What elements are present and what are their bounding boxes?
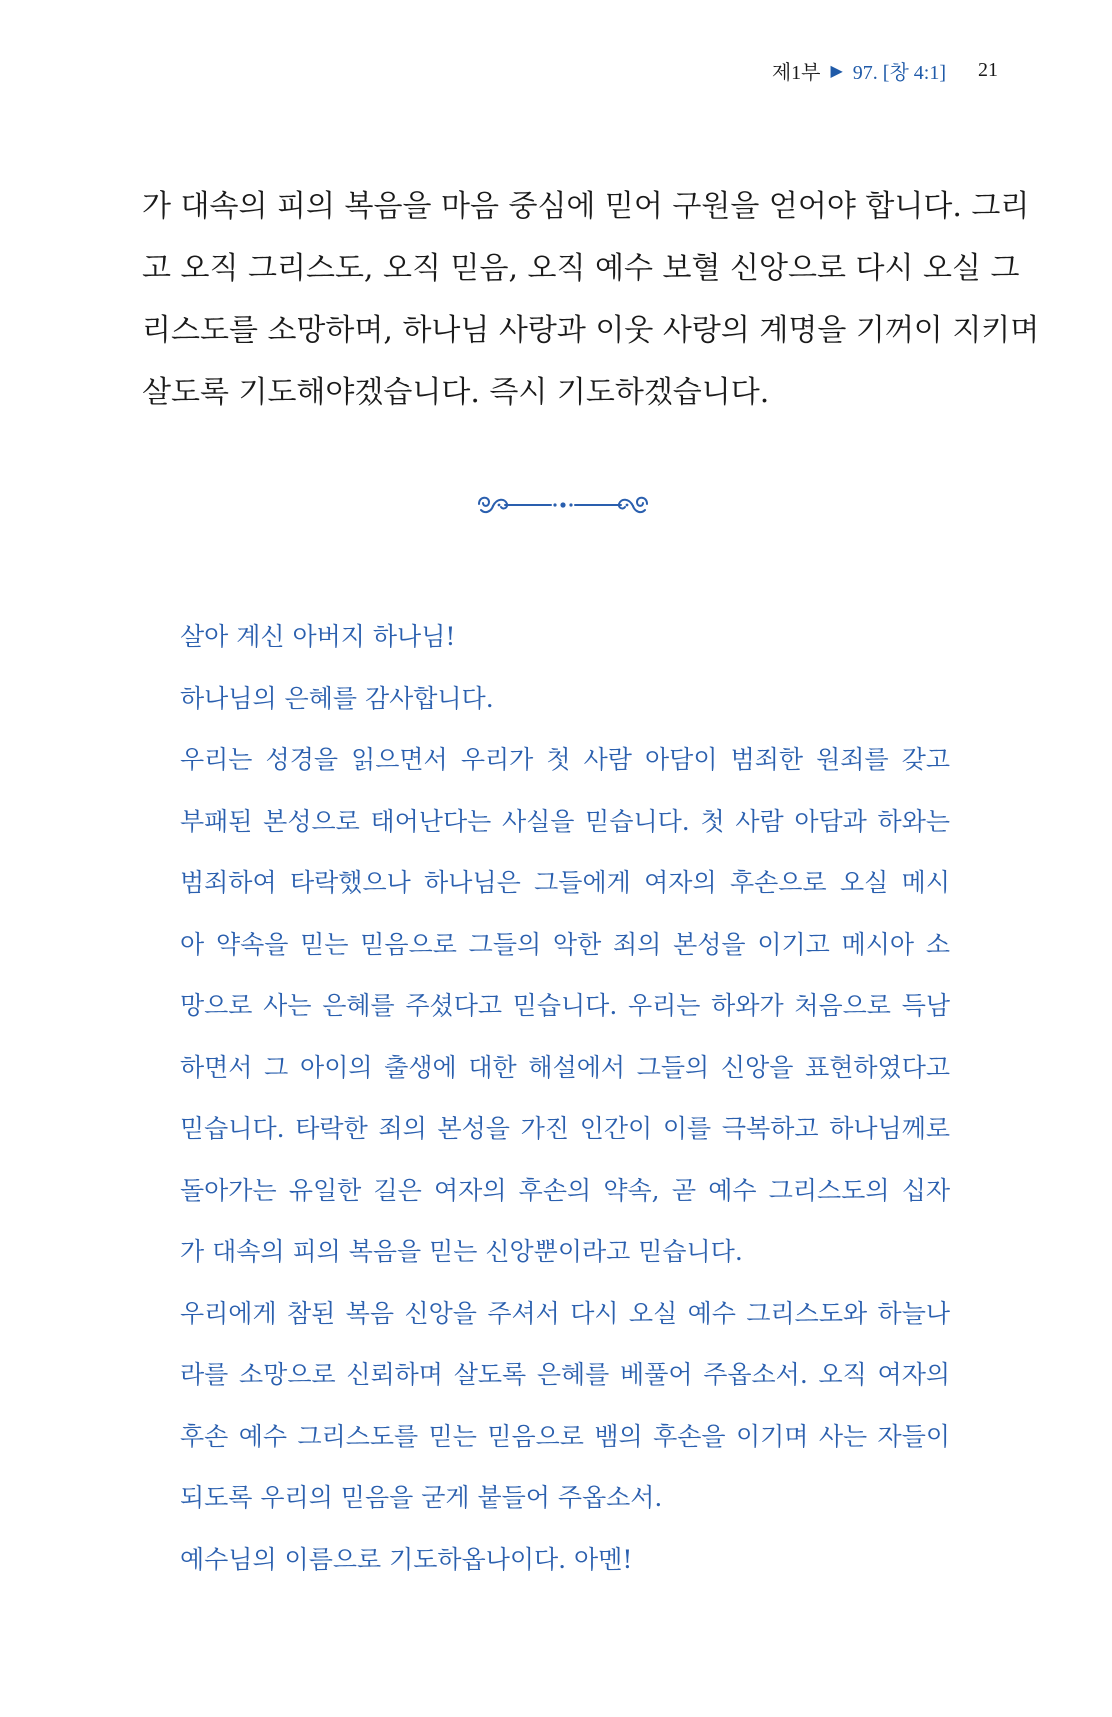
arrow-icon: ▶ — [830, 62, 843, 80]
prayer-line: 살아 계신 아버지 하나님! — [180, 622, 456, 651]
prayer-line: 돌아가는 유일한 길은 여자의 후손의 약속, 곧 예수 그리스도의 십자 — [180, 1175, 950, 1205]
prayer-line: 아 약속을 믿는 믿음으로 그들의 악한 죄의 본성을 이기고 메시아 소 — [180, 929, 950, 959]
chapter-reference: 97. [창 4:1] — [852, 62, 946, 84]
body-paragraph — [142, 176, 1040, 424]
prayer-line: 가 대속의 피의 복음을 믿는 신앙뿐이라고 믿습니다. — [180, 1237, 743, 1266]
prayer-line: 라를 소망으로 신뢰하며 살도록 은혜를 베풀어 주옵소서. 오직 여자의 — [180, 1360, 950, 1389]
page-number: 21 — [978, 59, 998, 81]
body-line: 가 대속의 피의 복음을 마음 중심에 믿어 구원을 얻어야 합니다. 그리 — [142, 189, 1030, 224]
running-header — [772, 56, 998, 85]
ornament-divider-icon — [475, 490, 651, 518]
prayer-line: 후손 예수 그리스도를 믿는 믿음으로 뱀의 후손을 이기며 사는 자들이 — [180, 1421, 950, 1451]
prayer-line: 우리에게 참된 복음 신앙을 주셔서 다시 오실 예수 그리스도와 하늘나 — [180, 1298, 950, 1328]
prayer-line: 예수님의 이름으로 기도하옵나이다. 아멘! — [180, 1544, 633, 1574]
part-label: 제1부 — [771, 62, 821, 84]
body-line: 고 오직 그리스도, 오직 믿음, 오직 예수 보혈 신앙으로 다시 오실 그 — [142, 251, 1020, 286]
prayer-line: 부패된 본성으로 태어난다는 사실을 믿습니다. 첫 사람 아담과 하와는 — [180, 806, 950, 836]
prayer-block — [180, 606, 950, 1590]
prayer-line: 하나님의 은혜를 감사합니다. — [180, 683, 494, 713]
prayer-line: 믿습니다. 타락한 죄의 본성을 가진 인간이 이를 극복하고 하나님께로 — [180, 1114, 950, 1143]
prayer-line: 범죄하여 타락했으나 하나님은 그들에게 여자의 후손으로 오실 메시 — [180, 868, 950, 897]
prayer-line: 되도록 우리의 믿음을 굳게 붙들어 주옵소서. — [180, 1483, 663, 1512]
body-line: 살도록 기도해야겠습니다. 즉시 기도하겠습니다. — [142, 375, 770, 410]
prayer-line: 하면서 그 아이의 출생에 대한 해설에서 그들의 신앙을 표현하였다고 — [180, 1052, 950, 1082]
body-line: 리스도를 소망하며, 하나님 사랑과 이웃 사랑의 계명을 기꺼이 지키며 — [142, 313, 1040, 348]
prayer-line: 망으로 사는 은혜를 주셨다고 믿습니다. 우리는 하와가 처음으로 득남 — [180, 991, 950, 1020]
prayer-line: 우리는 성경을 읽으면서 우리가 첫 사람 아담이 범죄한 원죄를 갖고 — [180, 745, 950, 774]
